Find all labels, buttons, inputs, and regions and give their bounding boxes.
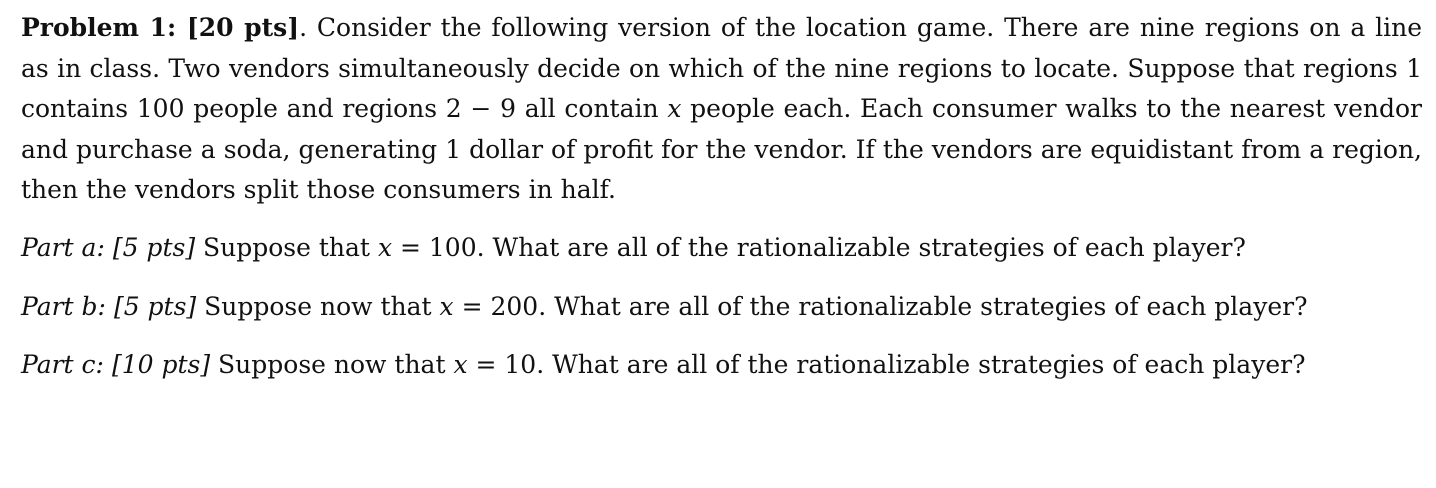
- part-a: [21, 227, 1422, 268]
- part-b-lead: Suppose now that: [196, 291, 440, 321]
- problem-intro-first: . Consider the following version of the location game. There are nine regions on a line as in class. Two vendors simultaneously decide on which of the nine regions to locate. Suppose that regions 1 contains 100 people and regions 2 − 9 all contain: [21, 13, 1423, 123]
- part-b-variable: x: [439, 291, 454, 321]
- part-b-points: [5 pts]: [113, 291, 197, 321]
- part-b-question: What are all of the rationalizable strategies of each player?: [554, 291, 1308, 321]
- part-a-lead: Suppose that: [195, 232, 378, 262]
- part-c-label: Part c:: [21, 349, 104, 379]
- part-a-points: [5 pts]: [112, 232, 196, 262]
- part-a-variable: x: [377, 232, 393, 262]
- part-c-question: What are all of the rationalizable strategies of each player?: [552, 349, 1306, 379]
- part-a-question: What are all of the rationalizable strategies of each player?: [492, 232, 1246, 262]
- problem-heading: Problem 1: [20 pts]: [21, 13, 300, 42]
- variable-x: x: [667, 94, 682, 123]
- part-b-value: = 200.: [453, 291, 555, 321]
- part-c-value: = 10.: [467, 349, 553, 379]
- part-c: [21, 344, 1422, 385]
- part-a-value: = 100.: [392, 232, 493, 262]
- part-a-label: Part a:: [21, 232, 105, 262]
- part-b-label: Part b:: [21, 291, 106, 321]
- part-c-points: [10 pts]: [111, 349, 211, 379]
- part-c-variable: x: [453, 349, 468, 379]
- problem-intro-second: people each. Each consumer walks to the nearest vendor and purchase a soda, generating 1 dollar of profit for the vendor. If the vendors are equidistant from a region, then the vendors split those consumers in half.: [21, 94, 1422, 204]
- problem-statement: [21, 8, 1422, 211]
- part-b: [21, 286, 1422, 327]
- part-c-lead: Suppose now that: [210, 349, 454, 379]
